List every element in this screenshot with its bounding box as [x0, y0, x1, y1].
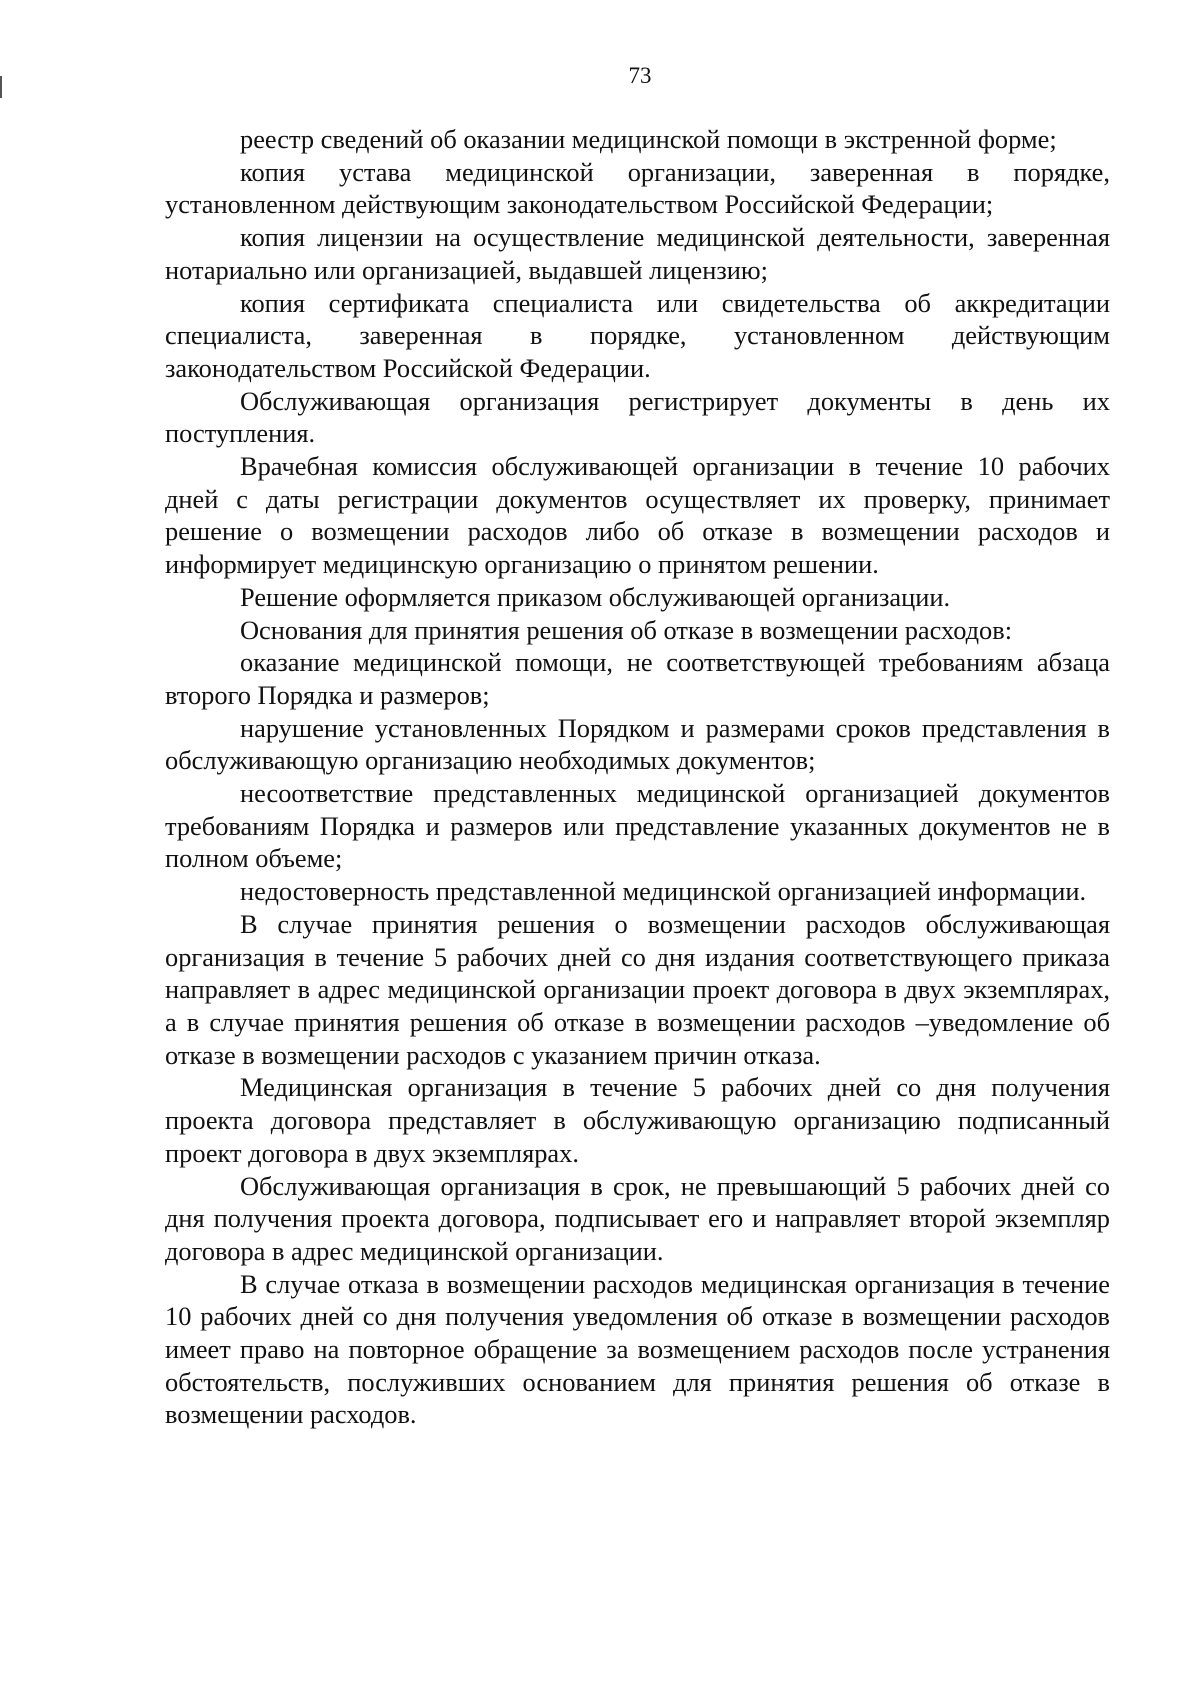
paragraph: Решение оформляется приказом обслуживающей организации. — [240, 581, 951, 612]
paragraph: несоответствие представленных медицинской организацией документов требованиям Порядка и размеров или представление указанных документов не в полном объеме; — [165, 778, 1110, 874]
paragraph: копия лицензии на осуществление медицинской деятельности, заверенная нотариально или организацией, выдавшей лицензию; — [165, 222, 1110, 285]
paragraph: Основания для принятия решения об отказе в возмещении расходов: — [240, 614, 1013, 645]
page-number: 73 — [628, 63, 652, 88]
document-body — [165, 123, 1110, 1431]
paragraph: В случае отказа в возмещении расходов медицинская организация в течение 10 рабочих дней со дня получения уведомления об отказе в возмещении расходов имеет право на повторное обращение за возмещением расходов после устранения обстоятельств, послуживших основанием для принятия решения об отказе в возмещении расходов. — [165, 1268, 1110, 1430]
paragraph: оказание медицинской помощи, не соответствующей требованиям абзаца второго Порядка и размеров; — [165, 647, 1110, 710]
paragraph: недостоверность представленной медицинской организацией информации. — [240, 876, 1087, 907]
paragraph: Обслуживающая организация регистрирует документы в день их поступления. — [165, 385, 1110, 449]
paragraph: копия сертификата специалиста или свидетельства об аккредитации специалиста, заверенная в порядке, установленном действующим законодательством Российской Федерации. — [165, 287, 1110, 383]
paragraph: нарушение установленных Порядком и размерами сроков представления в обслуживающую организацию необходимых документов; — [165, 712, 1110, 776]
paragraph: Врачебная комиссия обслуживающей организации в течение 10 рабочих дней с даты регистрации документов осуществляет их проверку, принимает решение о возмещении расходов либо об отказе в возмещении расходов и информирует медицинскую организацию о принятом решении. — [165, 451, 1110, 580]
paragraph: Медицинская организация в течение 5 рабочих дней со дня получения проекта договора представляет в обслуживающую организацию подписанный проект договора в двух экземплярах. — [165, 1072, 1110, 1168]
paragraph: реестр сведений об оказании медицинской помощи в экстренной форме; — [240, 124, 1057, 154]
paragraph: копия устава медицинской организации, заверенная в порядке, установленном действующим законодательством Российской Федерации; — [165, 156, 1110, 220]
paragraph: Обслуживающая организация в срок, не превышающий 5 рабочих дней со дня получения проекта договора, подписывает его и направляет второй экземпляр договора в адрес медицинской организации. — [165, 1170, 1110, 1266]
paragraph: В случае принятия решения о возмещении расходов обслуживающая организация в течение 5 рабочих дней со дня издания соответствующего приказа направляет в адрес медицинской организации проект договора в двух экземплярах, а в случае принятия решения об отказе в возмещении расходов –уведомление об отказе в возмещении расходов с указанием причин отказа. — [165, 908, 1110, 1070]
